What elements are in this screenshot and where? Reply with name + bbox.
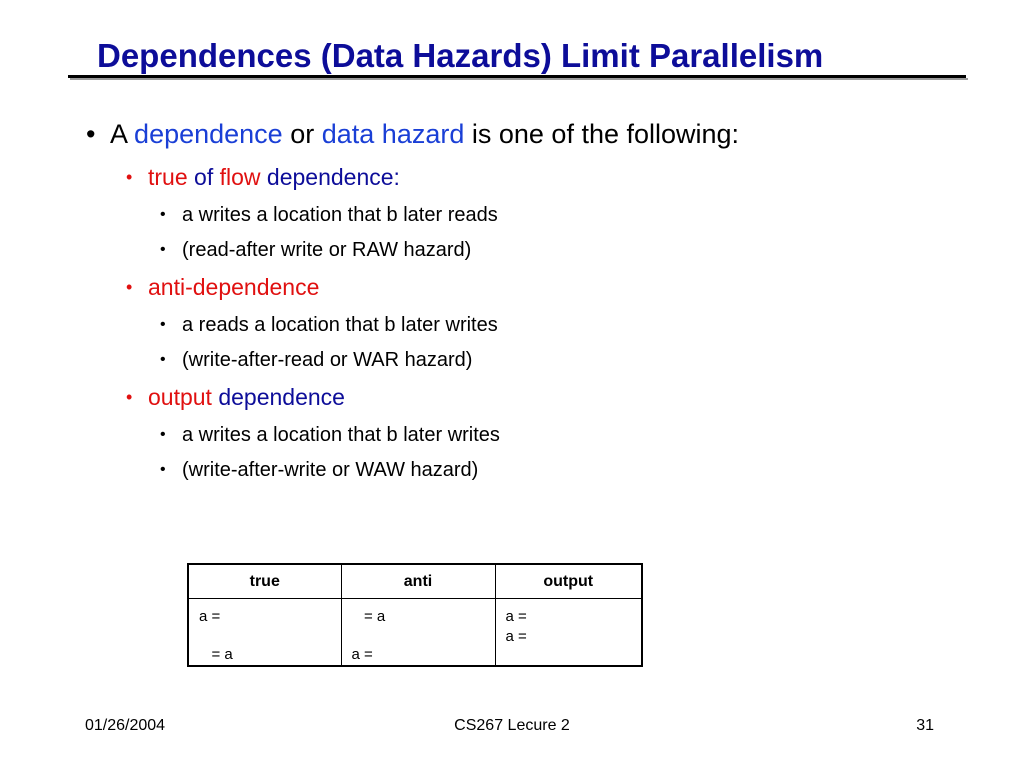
bullet-dot-icon: • — [126, 387, 133, 407]
intro-prefix: A — [110, 119, 127, 149]
true-line-write: a = — [199, 608, 221, 625]
bullet-dot-icon: • — [86, 119, 96, 149]
output-line-write-1: a = — [505, 608, 527, 625]
bullet-dot-icon: • — [160, 426, 166, 443]
output-word: output — [148, 384, 212, 410]
table-header-row — [188, 564, 642, 599]
footer-course: CS267 Lecure 2 — [454, 717, 570, 734]
bullet-anti-dependence — [126, 271, 319, 303]
true-dep-item: • (read-after write or RAW hazard) — [160, 236, 471, 264]
bullet-dot-icon: • — [160, 206, 166, 223]
anti-line-read: = a — [351, 608, 386, 625]
true-line-read: = a — [199, 646, 233, 663]
bullet-true-dependence — [126, 161, 400, 193]
of-word: of — [194, 164, 214, 190]
cell-true — [188, 599, 341, 667]
anti-line-write: a = — [351, 646, 373, 663]
bullet-dot-icon: • — [160, 351, 166, 368]
dependence-word: dependence: — [266, 164, 400, 190]
output-dependence-word: dependence — [218, 384, 345, 410]
intro-term-dependence: dependence — [134, 119, 283, 149]
cell-output — [495, 599, 642, 667]
bullet-dot-icon: • — [160, 241, 166, 258]
true-dep-item: • a writes a location that b later reads — [160, 201, 498, 229]
output-dep-item: • (write-after-write or WAW hazard) — [160, 456, 478, 484]
header-true: true — [188, 564, 341, 599]
anti-dependence-label: anti-dependence — [148, 274, 320, 300]
header-anti: anti — [341, 564, 495, 599]
slide-title: Dependences (Data Hazards) Limit Parallelism — [97, 37, 824, 74]
flow-word: flow — [219, 164, 261, 190]
bullet-dot-icon: • — [160, 316, 166, 333]
anti-dep-item: • (write-after-read or WAR hazard) — [160, 346, 472, 374]
intro-suffix: is one of the following: — [471, 119, 740, 149]
bullet-dot-icon: • — [126, 277, 133, 297]
bullet-output-dependence — [126, 381, 345, 413]
cell-anti — [341, 599, 495, 667]
header-output: output — [495, 564, 642, 599]
hazard-table — [187, 563, 643, 667]
intro-connector: or — [290, 119, 315, 149]
bullet-intro — [86, 114, 739, 154]
true-word: true — [148, 164, 188, 190]
bullet-dot-icon: • — [126, 167, 133, 187]
output-dep-item: • a writes a location that b later writes — [160, 421, 500, 449]
anti-dep-item: • a reads a location that b later writes — [160, 311, 498, 339]
table-row — [188, 599, 642, 667]
footer-page-number: 31 — [916, 717, 934, 734]
footer-date: 01/26/2004 — [85, 717, 166, 734]
intro-term-data-hazard: data hazard — [321, 119, 465, 149]
output-line-write-2: a = — [505, 628, 527, 645]
bullet-dot-icon: • — [160, 461, 166, 478]
